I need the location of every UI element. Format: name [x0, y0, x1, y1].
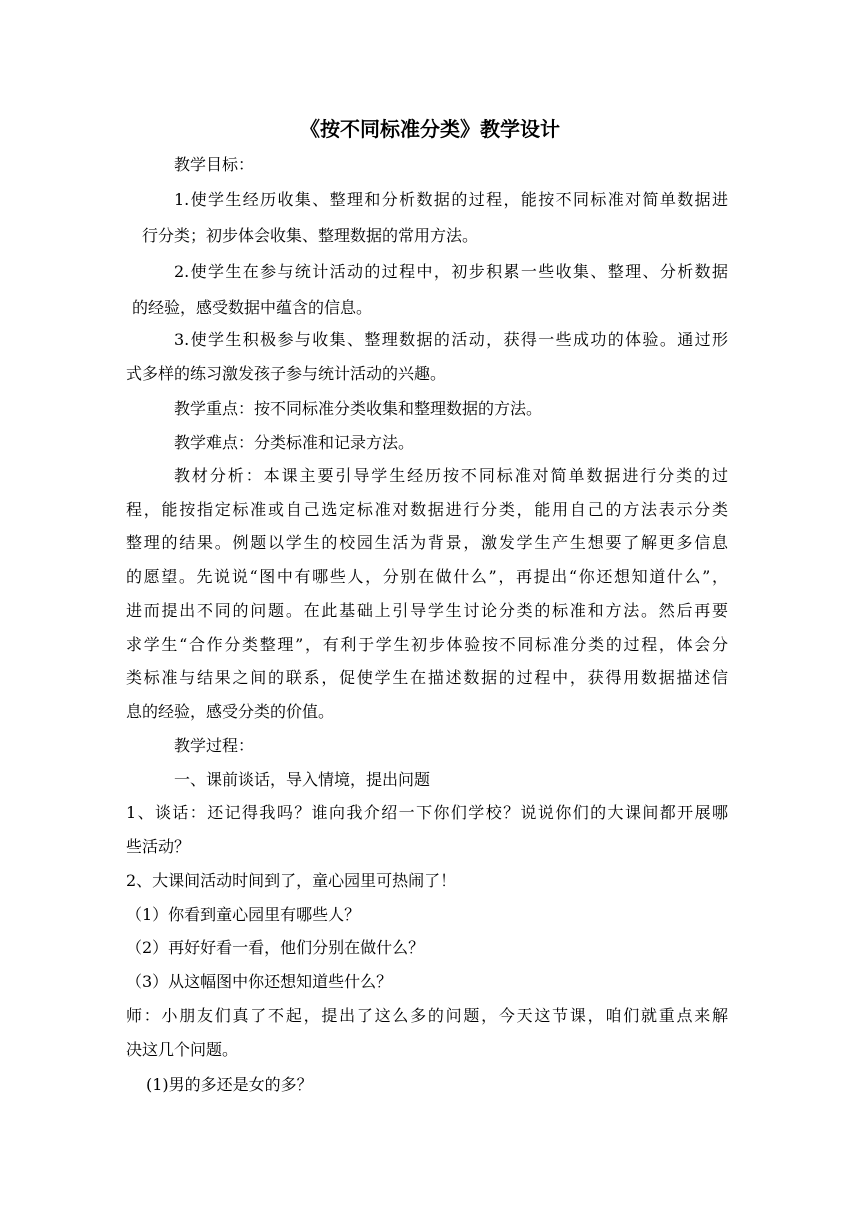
- analysis-line-3: 整理的结果。例题以学生的校园生活为背景，激发学生产生想要了解更多信息: [126, 533, 728, 552]
- goals-heading: 教学目标：: [174, 155, 255, 174]
- document-title: 《按不同标准分类》教学设计: [300, 117, 560, 141]
- sub-question-1: (1)男的多还是女的多？: [146, 1075, 313, 1094]
- item-1-line-1: 1、谈话：还记得我吗？谁向我介绍一下你们学校？说说你们的大课间都开展哪: [126, 803, 728, 822]
- difficulty: 教学难点：分类标准和记录方法。: [174, 433, 415, 452]
- analysis-line-5: 进而提出不同的问题。在此基础上引导学生讨论分类的标准和方法。然后再要: [126, 601, 728, 620]
- question-1: （1）你看到童心园里有哪些人？: [126, 905, 361, 924]
- analysis-line-1: 教材分析：本课主要引导学生经历按不同标准对简单数据进行分类的过: [174, 466, 728, 485]
- analysis-line-7: 类标准与结果之间的联系，促使学生在描述数据的过程中，获得用数据描述信: [126, 668, 728, 687]
- item-1-line-2: 些活动？: [126, 837, 191, 856]
- section-1-heading: 一、课前谈话，导入情境，提出问题: [174, 770, 431, 789]
- analysis-line-2: 程，能按指定标准或自己选定标准对数据进行分类，能用自己的方法表示分类: [126, 500, 728, 519]
- key-point: 教学重点：按不同标准分类收集和整理数据的方法。: [174, 399, 543, 418]
- analysis-line-8: 息的经验，感受分类的价值。: [126, 702, 335, 721]
- teacher-line-1: 师：小朋友们真了不起，提出了这么多的问题，今天这节课，咱们就重点来解: [126, 1006, 728, 1025]
- goal-1-line-2: 行分类；初步体会收集、整理数据的常用方法。: [142, 226, 479, 245]
- teacher-line-2: 决这几个问题。: [126, 1040, 239, 1059]
- question-2: （2）再好好看一看，他们分别在做什么？: [126, 938, 425, 957]
- question-3: （3）从这幅图中你还想知道些什么？: [126, 972, 393, 991]
- goal-3-line-2: 式多样的练习激发孩子参与统计活动的兴趣。: [126, 364, 447, 383]
- goal-2-line-2: 的经验，感受数据中蕴含的信息。: [132, 298, 373, 317]
- goal-2-line-1: 2.使学生在参与统计活动的过程中，初步积累一些收集、整理、分析数据: [174, 262, 728, 281]
- analysis-line-6: 求学生“合作分类整理”，有利于学生初步体验按不同标准分类的过程，体会分: [126, 635, 728, 654]
- analysis-line-4: 的愿望。先说说“图中有哪些人，分别在做什么”，再提出“你还想知道什么”，: [126, 567, 728, 586]
- goal-1-line-1: 1.使学生经历收集、整理和分析数据的过程，能按不同标准对简单数据进: [174, 190, 728, 209]
- process-heading: 教学过程：: [174, 736, 255, 755]
- goal-3-line-1: 3.使学生积极参与收集、整理数据的活动，获得一些成功的体验。通过形: [174, 330, 728, 349]
- item-2: 2、大课间活动时间到了，童心园里可热闹了！: [126, 871, 457, 890]
